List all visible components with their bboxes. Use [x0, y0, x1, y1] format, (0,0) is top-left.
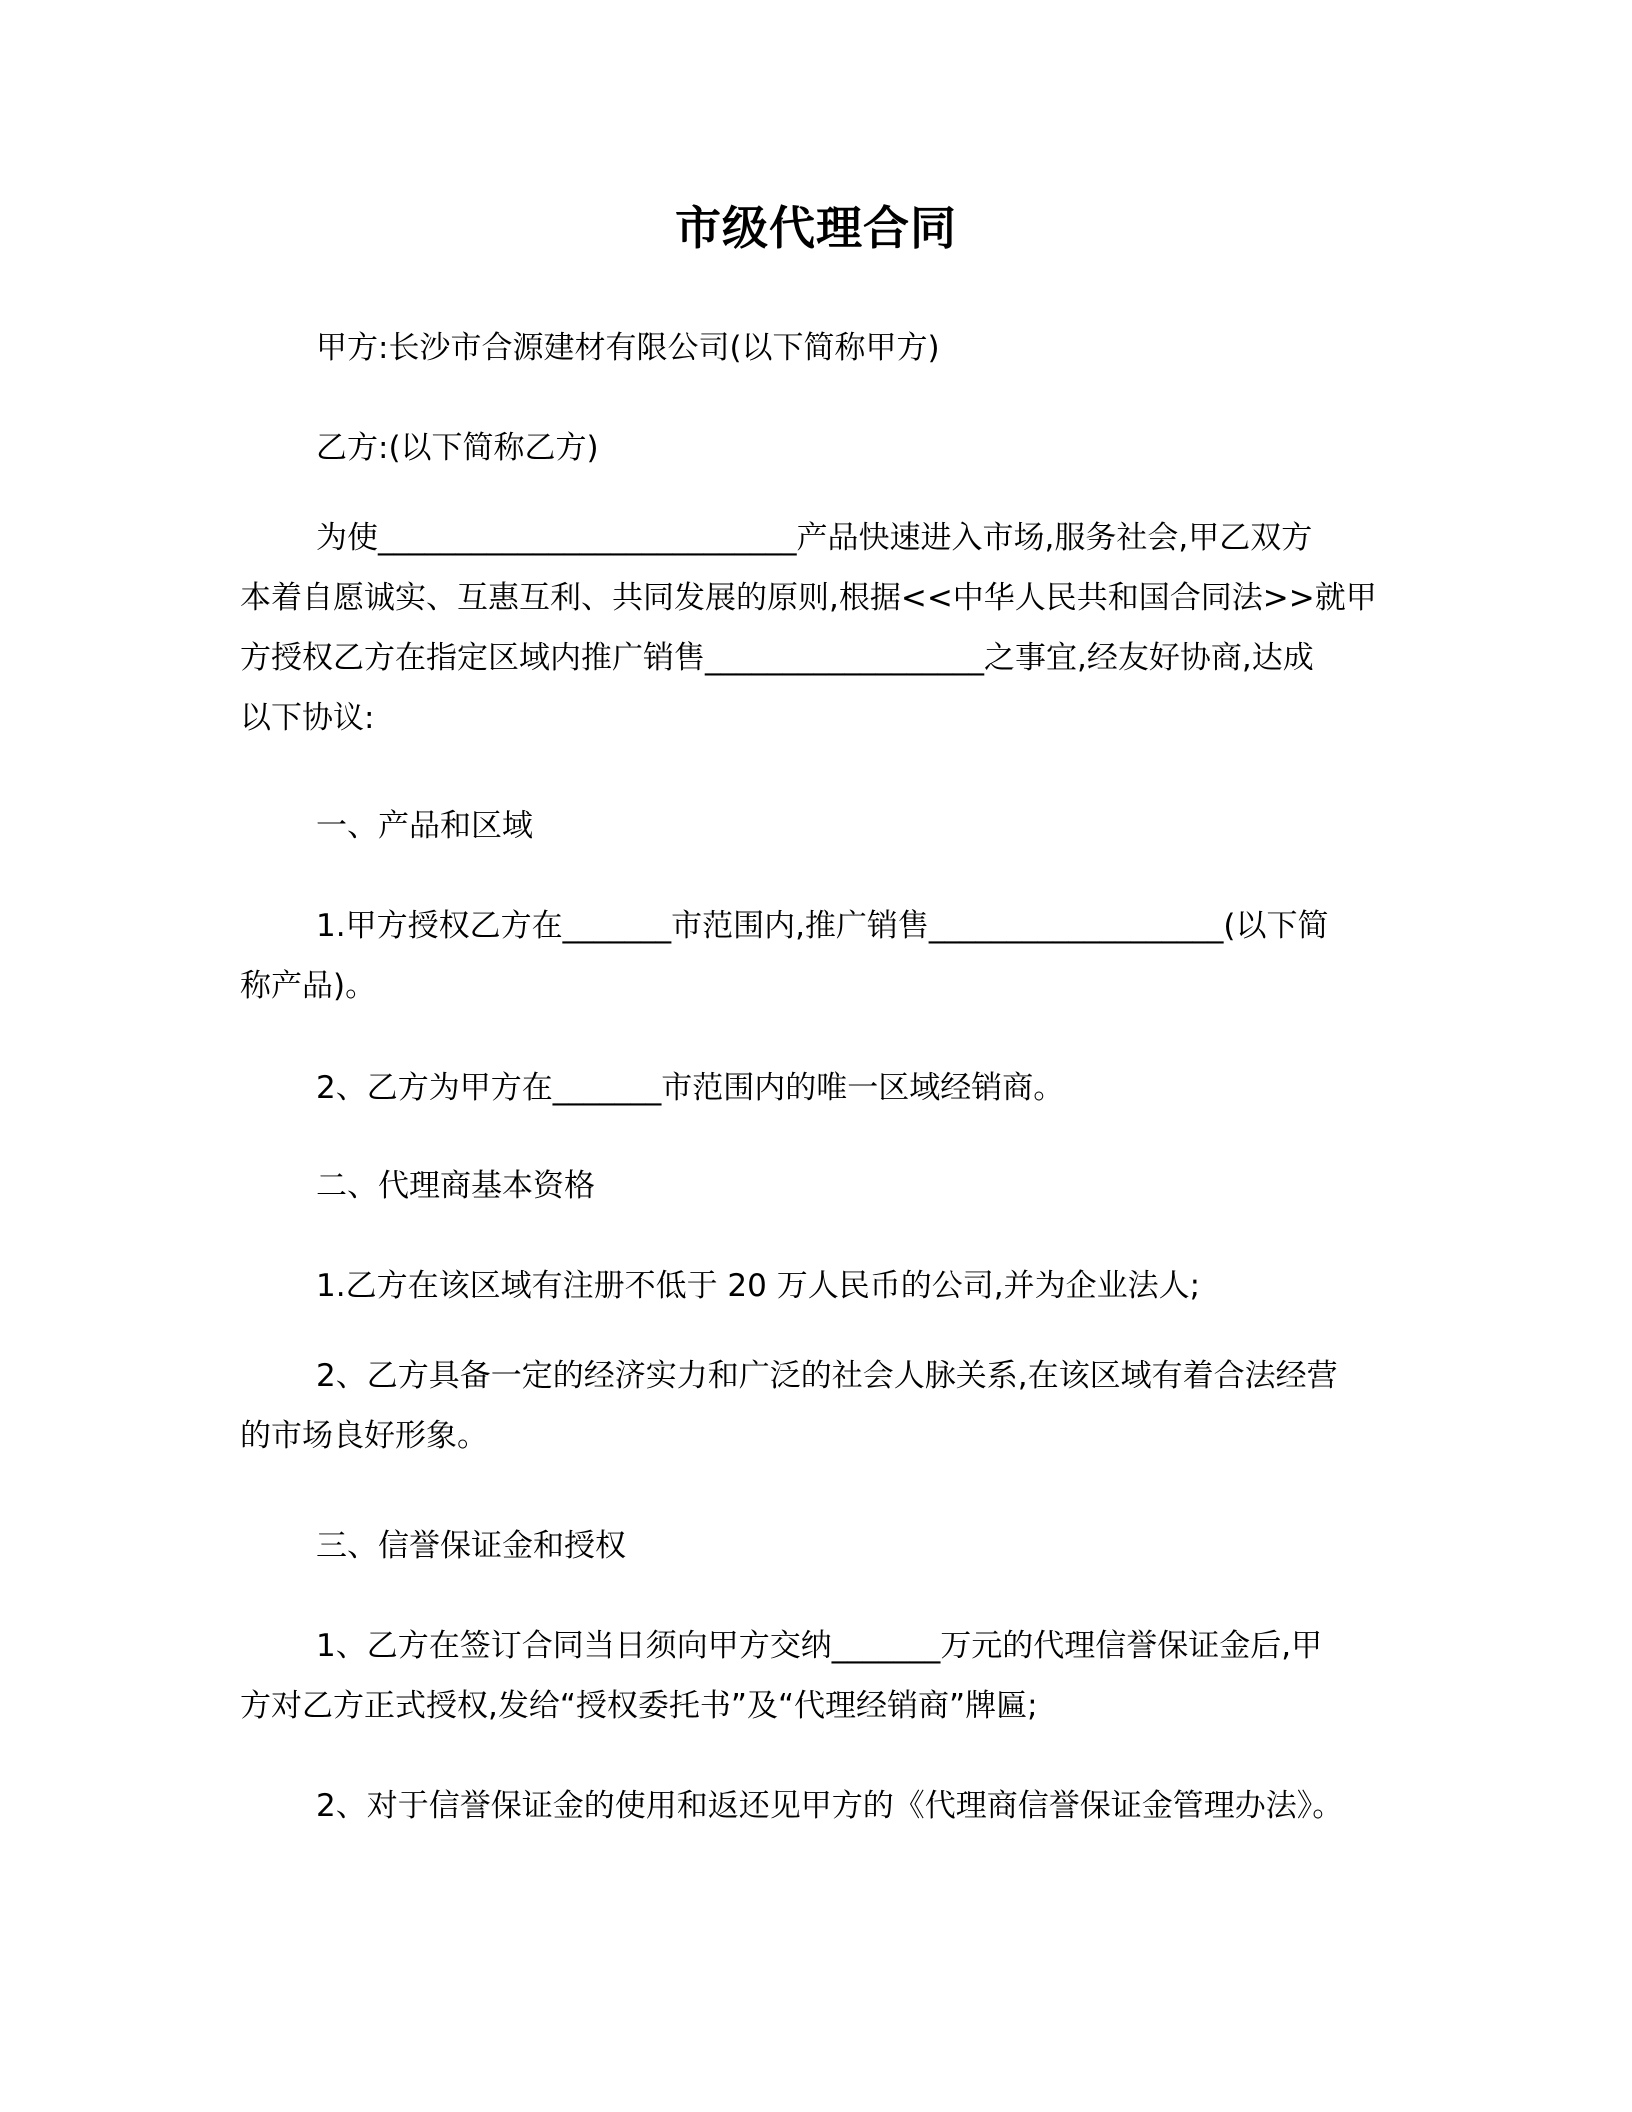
section-1-item-1 [240, 896, 1390, 1016]
section-2-item-1: 1.乙方在该区域有注册不低于 20 万人民币的公司,并为企业法人; [316, 1268, 1201, 1304]
preamble-line-3: 方授权乙方在指定区域内推广销售__________________之事宜,经友好协商,达成 [240, 640, 1314, 676]
section-1-item-1-line-1: 1.甲方授权乙方在_______市范围内,推广销售___________________(以下简 [316, 908, 1329, 944]
section-3-item-2: 2、对于信誉保证金的使用和返还见甲方的《代理商信誉保证金管理办法》。 [316, 1788, 1344, 1824]
preamble-paragraph [240, 508, 1390, 748]
section-3-item-1 [240, 1616, 1390, 1736]
preamble-line-2: 本着自愿诚实、互惠互利、共同发展的原则,根据<<中华人民共和国合同法>>就甲 [240, 580, 1377, 616]
section-3-heading: 三、信誉保证金和授权 [316, 1528, 626, 1564]
party-a-line: 甲方:长沙市合源建材有限公司(以下简称甲方) [316, 330, 940, 366]
section-2-item-2-line-1: 2、乙方具备一定的经济实力和广泛的社会人脉关系,在该区域有着合法经营 [316, 1358, 1338, 1394]
section-1-item-2: 2、乙方为甲方在_______市范围内的唯一区域经销商。 [316, 1070, 1065, 1106]
document-title: 市级代理合同 [675, 201, 957, 255]
section-1-item-1-line-2: 称产品)。 [240, 968, 377, 1004]
section-3-item-1-line-2: 方对乙方正式授权,发给“授权委托书”及“代理经销商”牌匾; [240, 1688, 1038, 1724]
preamble-line-4: 以下协议: [240, 700, 375, 736]
preamble-line-1: 为使___________________________产品快速进入市场,服务社会,甲乙双方 [316, 520, 1313, 556]
section-1-heading: 一、产品和区域 [316, 808, 533, 844]
party-b-line: 乙方:(以下简称乙方) [316, 430, 599, 466]
section-2-item-2 [240, 1346, 1390, 1466]
section-2-item-2-line-2: 的市场良好形象。 [240, 1418, 488, 1454]
section-3-item-1-line-1: 1、乙方在签订合同当日须向甲方交纳_______万元的代理信誉保证金后,甲 [316, 1628, 1323, 1664]
section-2-heading: 二、代理商基本资格 [316, 1168, 595, 1204]
